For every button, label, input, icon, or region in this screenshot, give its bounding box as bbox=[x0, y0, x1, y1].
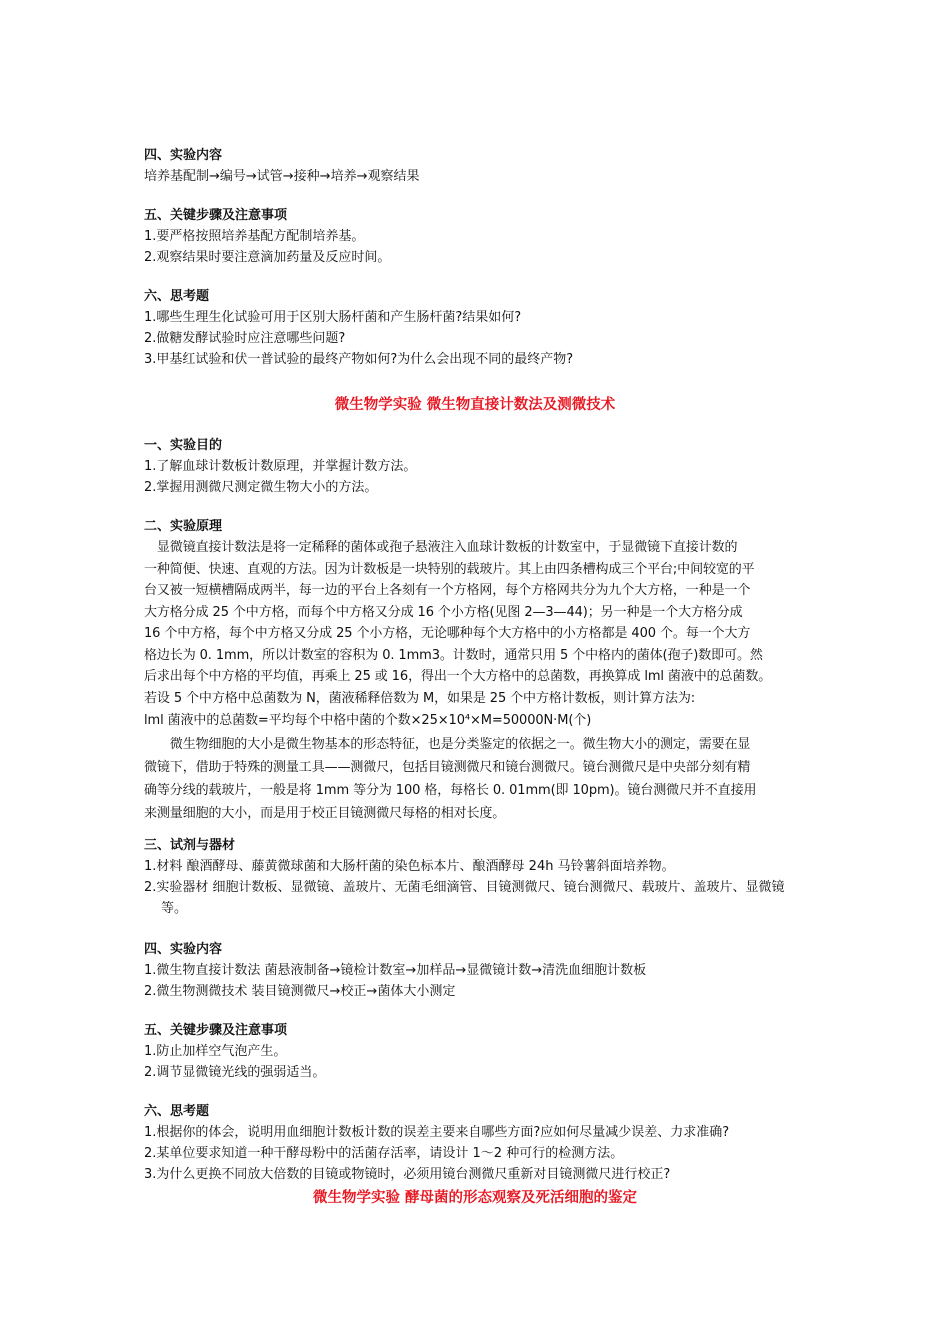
list-item: 2.调节显微镜光线的强弱适当。 bbox=[144, 1065, 326, 1080]
paragraph-line: 确等分线的载玻片，一般是将 1mm 等分为 100 格，每格长 0. 01mm(即 10pm)。镜台测微尺并不直接用 bbox=[144, 783, 757, 798]
paragraph-line: 格边长为 0. 1mm，所以计数室的容积为 0. 1mm3。计数时，通常只用 5 个中格内的菌体(孢子)数即可。然 bbox=[144, 647, 763, 663]
section-materials bbox=[144, 836, 814, 919]
list-item-continuation: 等。 bbox=[161, 901, 188, 916]
paragraph-line: 来测量细胞的大小，而是用于校正目镜测微尺每格的相对长度。 bbox=[144, 806, 506, 821]
section-heading: 四、实验内容 bbox=[144, 148, 223, 163]
section-heading: 二、实验原理 bbox=[144, 519, 223, 534]
list-item: 1.防止加样空气泡产生。 bbox=[144, 1044, 287, 1059]
list-item: 2.某单位要求知道一种干酵母粉中的活菌存活率，请设计 1～2 种可行的检测方法。 bbox=[144, 1146, 624, 1161]
list-item: 1.哪些生理生化试验可用于区别大肠杆菌和产生肠杆菌?结果如何? bbox=[144, 310, 522, 325]
section-heading: 五、关键步骤及注意事项 bbox=[144, 1023, 288, 1038]
paragraph-line: 微镜下，借助于特殊的测量工具——测微尺，包括目镜测微尺和镜台测微尺。镜台测微尺是中央部分刻有精 bbox=[144, 760, 751, 775]
experiment-title: 微生物学实验 酵母菌的形态观察及死活细胞的鉴定 bbox=[312, 1190, 638, 1206]
experiment-title: 微生物学实验 微生物直接计数法及测微技术 bbox=[334, 397, 616, 413]
list-item: 1.要严格按照培养基配方配制培养基。 bbox=[144, 229, 365, 244]
section-content-1 bbox=[144, 146, 814, 187]
list-item: 2.做糖发酵试验时应注意哪些问题? bbox=[144, 331, 346, 346]
formula-line: lml 菌液中的总菌数=平均每个中格中菌的个数×25×10⁴×M=50000N·M(个) bbox=[144, 713, 592, 728]
list-item: 3.甲基红试验和伏一普试验的最终产物如何?为什么会出现不同的最终产物? bbox=[144, 352, 574, 367]
section-questions-2 bbox=[144, 1102, 814, 1185]
section-heading: 五、关键步骤及注意事项 bbox=[144, 208, 288, 223]
text-line: 培养基配制→编号→试管→接种→培养→观察结果 bbox=[144, 169, 420, 184]
list-item: 1.了解血球计数板计数原理，并掌握计数方法。 bbox=[144, 459, 417, 474]
section-keysteps-2 bbox=[144, 1021, 814, 1083]
list-item: 1.根据你的体会，说明用血细胞计数板计数的误差主要来自哪些方面?应如何尽量减少误差、力求准确? bbox=[144, 1125, 730, 1140]
list-item: 1.微生物直接计数法 菌悬液制备→镜检计数室→加样品→显微镜计数→清洗血细胞计数板 bbox=[144, 963, 647, 978]
paragraph-line: 显微镜直接计数法是将一定稀释的菌体或孢子悬液注入血球计数板的计数室中，于显微镜下直接计数的 bbox=[144, 540, 738, 555]
list-item: 2.实验器材 细胞计数板、显微镜、盖玻片、无菌毛细滴管、目镜测微尺、镜台测微尺、载玻片、盖玻片、显微镜 bbox=[144, 880, 785, 895]
paragraph-line: 台又被一短横槽隔成两半，每一边的平台上各刻有一个方格网，每个方格网共分为九个大方格，一种是一个 bbox=[144, 583, 751, 598]
section-purpose bbox=[144, 436, 814, 498]
section-heading: 三、试剂与器材 bbox=[144, 838, 236, 853]
list-item: 2.微生物测微技术 装目镜测微尺→校正→菌体大小测定 bbox=[144, 984, 456, 999]
section-heading: 四、实验内容 bbox=[144, 942, 223, 957]
paragraph-line: 后求出每个中方格的平均值，再乘上 25 或 16，得出一个大方格中的总菌数，再换算成 lml 菌液中的总菌数。 bbox=[144, 669, 772, 684]
list-item: 2.观察结果时要注意滴加药量及反应时间。 bbox=[144, 250, 391, 265]
section-principle bbox=[144, 517, 814, 825]
list-item: 1.材料 酿酒酵母、藤黄微球菌和大肠杆菌的染色标本片、酿酒酵母 24h 马铃薯斜面培养物。 bbox=[144, 859, 675, 874]
paragraph-line: 大方格分成 25 个中方格，而每个中方格又分成 16 个小方格(见图 2—3—44)；另一种是一个大方格分成 bbox=[144, 604, 743, 620]
paragraph-line: 若设 5 个中方格中总菌数为 N，菌液稀释倍数为 M，如果是 25 个中方格计数板，则计算方法为: bbox=[144, 690, 696, 706]
paragraph-line: 一种简便、快速、直观的方法。因为计数板是一块特别的载玻片。其上由四条槽构成三个平台;中间较宽的平 bbox=[144, 561, 755, 577]
section-content-2 bbox=[144, 940, 814, 1002]
section-heading: 一、实验目的 bbox=[144, 438, 223, 453]
paragraph-line: 微生物细胞的大小是微生物基本的形态特征，也是分类鉴定的依据之一。微生物大小的测定，需要在显 bbox=[144, 737, 751, 752]
section-questions-1 bbox=[144, 287, 814, 370]
section-heading: 六、思考题 bbox=[144, 289, 210, 304]
paragraph-line: 16 个中方格，每个中方格又分成 25 个小方格，无论哪种每个大方格中的小方格都是 400 个。每一个大方 bbox=[144, 626, 751, 641]
section-heading: 六、思考题 bbox=[144, 1104, 210, 1119]
section-keysteps-1 bbox=[144, 206, 814, 268]
list-item: 3.为什么更换不同放大倍数的目镜或物镜时，必须用镜台测微尺重新对目镜测微尺进行校正? bbox=[144, 1167, 671, 1182]
list-item: 2.掌握用测微尺测定微生物大小的方法。 bbox=[144, 480, 378, 495]
